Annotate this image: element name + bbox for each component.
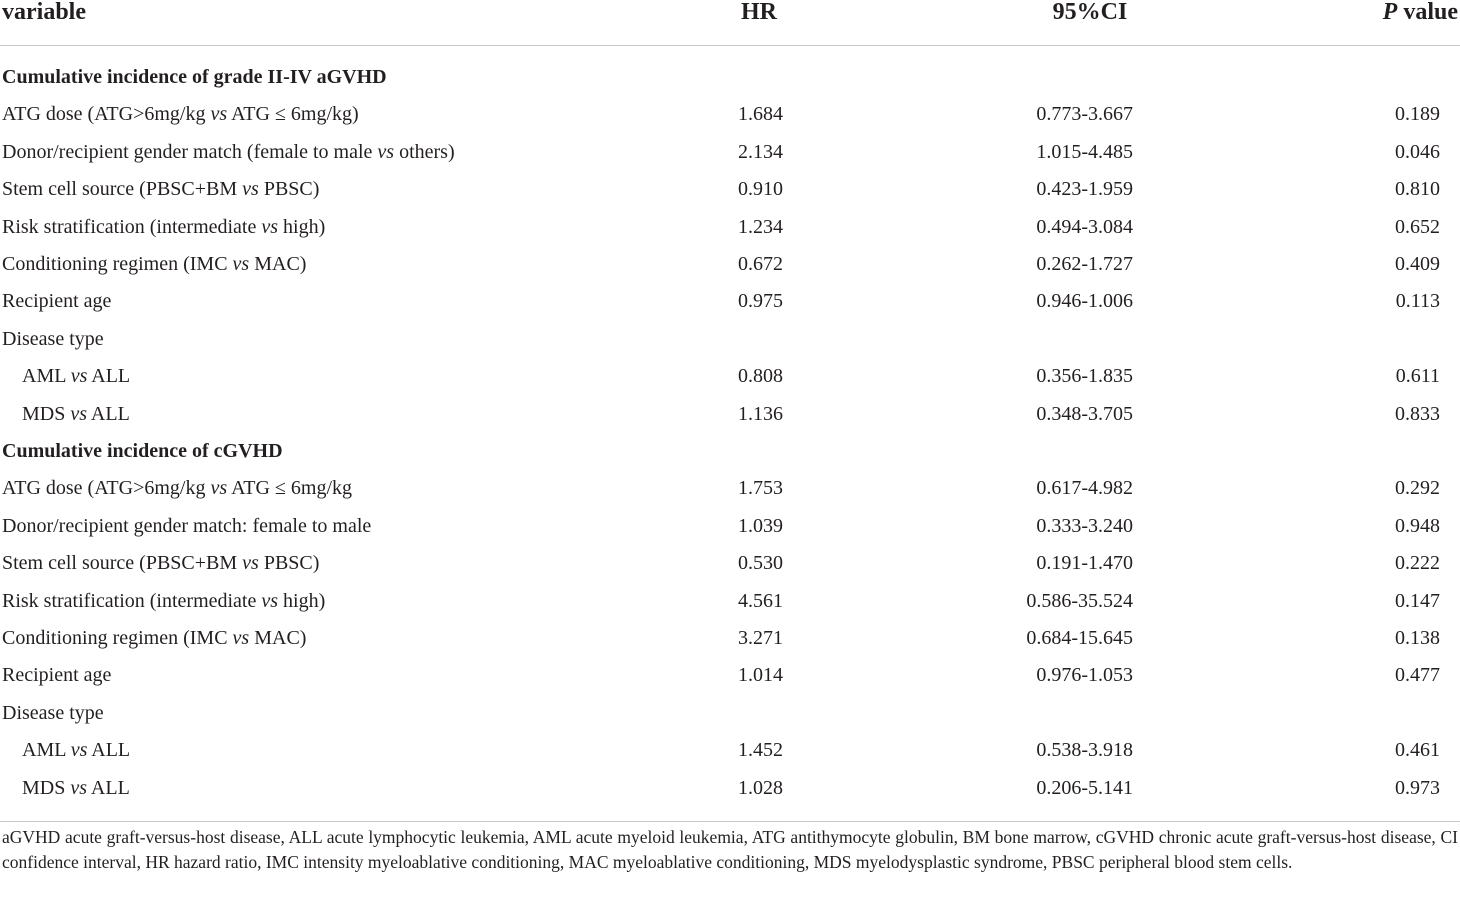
hr-cell: 1.234 xyxy=(738,215,783,238)
variable-text: Risk stratification (intermediate xyxy=(2,215,262,238)
table-row xyxy=(0,396,1460,433)
ci-cell: 0.946-1.006 xyxy=(1036,290,1133,313)
hr-cell: 3.271 xyxy=(738,627,783,649)
hr-cell: 1.753 xyxy=(738,477,783,500)
hr-cell: 1.039 xyxy=(738,514,783,537)
variable-cell xyxy=(2,171,319,208)
ci-cell: 0.617-4.982 xyxy=(1036,477,1133,500)
variable-text: Disease type xyxy=(2,701,104,724)
variable-text: Recipient age xyxy=(2,664,112,687)
variable-text-rest: high) xyxy=(278,589,326,612)
variable-cell xyxy=(2,545,319,582)
variable-cell xyxy=(2,583,325,620)
column-header-p-value xyxy=(1383,0,1458,28)
ci-cell: 0.356-1.835 xyxy=(1036,365,1133,388)
ci-cell: 0.206-5.141 xyxy=(1036,776,1133,799)
variable-text: AML xyxy=(22,365,71,388)
variable-text: Stem cell source (PBSC+BM xyxy=(2,178,243,201)
variable-text-rest: MAC) xyxy=(249,253,307,275)
hr-cell: 0.530 xyxy=(738,552,783,575)
hr-cell: 0.672 xyxy=(738,253,783,275)
variable-text: Stem cell source (PBSC+BM xyxy=(2,552,243,575)
ci-cell: 0.773-3.667 xyxy=(1036,103,1133,126)
vs-italic: vs xyxy=(242,178,259,201)
variable-text-rest: PBSC) xyxy=(258,178,320,201)
vs-italic: vs xyxy=(377,140,395,163)
variable-cell xyxy=(2,283,111,320)
vs-italic: vs xyxy=(210,477,228,500)
ci-cell: 1.015-4.485 xyxy=(1036,140,1133,163)
vs-italic: vs xyxy=(210,103,228,126)
ci-cell: 0.191-1.470 xyxy=(1036,552,1133,575)
variable-cell xyxy=(22,396,130,433)
p-value-cell: 0.292 xyxy=(1395,477,1440,500)
variable-text: ATG dose (ATG>6mg/kg xyxy=(2,477,211,500)
variable-text-rest: high) xyxy=(278,215,326,238)
hr-cell: 1.136 xyxy=(738,402,783,425)
variable-cell xyxy=(2,209,325,246)
table-row xyxy=(0,246,1460,283)
variable-cell xyxy=(2,695,104,732)
vs-italic: vs xyxy=(70,365,88,388)
variable-text-rest: ALL xyxy=(87,402,130,425)
variable-cell xyxy=(2,470,352,507)
variable-text: Risk stratification (intermediate xyxy=(2,589,262,612)
vs-italic: vs xyxy=(242,552,259,575)
variable-text-rest: ALL xyxy=(87,739,131,762)
variable-text-rest: PBSC) xyxy=(258,552,320,575)
section-title: Cumulative incidence of grade II-IV aGVHD xyxy=(2,66,387,88)
variable-text-rest: ALL xyxy=(87,365,131,388)
variable-text: Conditioning regimen (IMC xyxy=(2,253,233,275)
p-value-cell: 0.810 xyxy=(1395,178,1440,201)
p-value-cell: 0.147 xyxy=(1395,589,1440,612)
variable-cell xyxy=(2,96,359,133)
hr-cell: 1.684 xyxy=(738,103,783,126)
header-rule xyxy=(0,45,1460,46)
p-value-cell: 0.409 xyxy=(1395,253,1440,275)
variable-text: Disease type xyxy=(2,327,104,350)
table-row xyxy=(0,583,1460,620)
variable-text-rest: others) xyxy=(394,140,455,163)
hr-cell: 1.014 xyxy=(738,664,783,687)
hr-cell: 1.028 xyxy=(738,776,783,799)
table-row xyxy=(0,470,1460,507)
table-row xyxy=(0,657,1460,694)
p-value-cell: 0.948 xyxy=(1395,514,1440,537)
variable-text-rest: ALL xyxy=(87,776,130,799)
table-footnote: aGVHD acute graft-versus-host disease, ALL acute lymphocytic leukemia, AML acute myeloid leukemia, ATG antithymocyte globulin, BM bone marrow, cGVHD chronic acute graft-versus-host disease, CI confidence interval, HR hazard ratio, IMC intensity myeloablative conditioning, MAC myeloablative conditioning, MDS myelodysplastic syndrome, PBSC peripheral blood stem cells. xyxy=(2,827,1458,872)
variable-cell xyxy=(2,321,104,358)
bottom-rule xyxy=(0,821,1460,822)
hr-cell: 0.808 xyxy=(738,365,783,388)
variable-text-rest: MAC) xyxy=(249,627,307,649)
variable-text: MDS xyxy=(22,776,71,799)
p-value-cell: 0.222 xyxy=(1395,552,1440,575)
variable-text: Recipient age xyxy=(2,290,112,313)
p-value-cell: 0.113 xyxy=(1395,290,1440,313)
table-row xyxy=(0,358,1460,395)
table-header xyxy=(0,0,1460,46)
table-row xyxy=(0,620,1460,657)
p-value-cell: 0.611 xyxy=(1395,365,1440,388)
variable-cell xyxy=(2,134,455,171)
ci-cell: 0.262-1.727 xyxy=(1036,253,1133,275)
variable-text: Conditioning regimen (IMC xyxy=(2,627,233,649)
p-value-cell: 0.833 xyxy=(1395,402,1440,425)
vs-italic: vs xyxy=(232,627,250,649)
ci-cell: 0.684-15.645 xyxy=(1026,627,1133,649)
table-row xyxy=(0,209,1460,246)
p-value-cell: 0.973 xyxy=(1395,776,1440,799)
vs-italic: vs xyxy=(70,776,88,799)
hr-cell: 1.452 xyxy=(738,739,783,762)
column-header-hr: HR xyxy=(741,0,777,25)
table-row xyxy=(0,732,1460,769)
ci-cell: 0.976-1.053 xyxy=(1036,664,1133,687)
variable-cell xyxy=(2,246,306,283)
vs-italic: vs xyxy=(70,739,88,762)
ci-cell: 0.586-35.524 xyxy=(1026,589,1133,612)
variable-text: Donor/recipient gender match: female to male xyxy=(2,514,372,537)
table-row xyxy=(0,134,1460,171)
p-value-cell: 0.652 xyxy=(1395,215,1440,238)
variable-cell xyxy=(22,358,130,395)
variable-cell xyxy=(22,770,130,807)
p-italic: P xyxy=(1382,0,1398,25)
table-row xyxy=(0,171,1460,208)
section-row xyxy=(0,59,1460,96)
variable-text: Donor/recipient gender match (female to male xyxy=(2,140,378,163)
ci-cell: 0.348-3.705 xyxy=(1036,402,1133,425)
table-row xyxy=(0,321,1460,358)
variable-cell xyxy=(2,657,111,694)
p-rest: value xyxy=(1397,0,1458,25)
p-value-cell: 0.477 xyxy=(1395,664,1440,687)
p-value-cell: 0.138 xyxy=(1395,627,1440,649)
vs-italic: vs xyxy=(70,402,88,425)
hr-cell: 0.975 xyxy=(738,290,783,313)
variable-cell xyxy=(2,620,306,657)
vs-italic: vs xyxy=(261,215,279,238)
hr-cell: 4.561 xyxy=(738,589,783,612)
section-title: Cumulative incidence of cGVHD xyxy=(2,440,283,462)
p-value-cell: 0.189 xyxy=(1395,103,1440,126)
ci-cell: 0.538-3.918 xyxy=(1036,739,1133,762)
variable-text: MDS xyxy=(22,402,71,425)
variable-cell xyxy=(22,732,130,769)
vs-italic: vs xyxy=(232,253,250,275)
variable-cell xyxy=(2,508,371,545)
section-row xyxy=(0,433,1460,470)
table-row xyxy=(0,695,1460,732)
p-value-cell: 0.461 xyxy=(1395,739,1440,762)
variable-text: ATG dose (ATG>6mg/kg xyxy=(2,103,211,126)
ci-cell: 0.423-1.959 xyxy=(1036,178,1133,201)
hr-cell: 2.134 xyxy=(738,140,783,163)
column-header-variable: variable xyxy=(2,0,86,25)
table-row xyxy=(0,770,1460,807)
column-header-ci: 95%CI xyxy=(1052,0,1128,25)
variable-text-rest: ATG ≤ 6mg/kg) xyxy=(227,103,359,126)
ci-cell: 0.333-3.240 xyxy=(1036,514,1133,537)
table-row xyxy=(0,545,1460,582)
vs-italic: vs xyxy=(261,589,279,612)
table-row xyxy=(0,283,1460,320)
variable-text: AML xyxy=(22,739,71,762)
p-value-cell: 0.046 xyxy=(1395,140,1440,163)
table-row xyxy=(0,96,1460,133)
ci-cell: 0.494-3.084 xyxy=(1036,215,1133,238)
variable-text-rest: ATG ≤ 6mg/kg xyxy=(227,477,353,500)
hr-cell: 0.910 xyxy=(738,178,783,201)
table-row xyxy=(0,508,1460,545)
